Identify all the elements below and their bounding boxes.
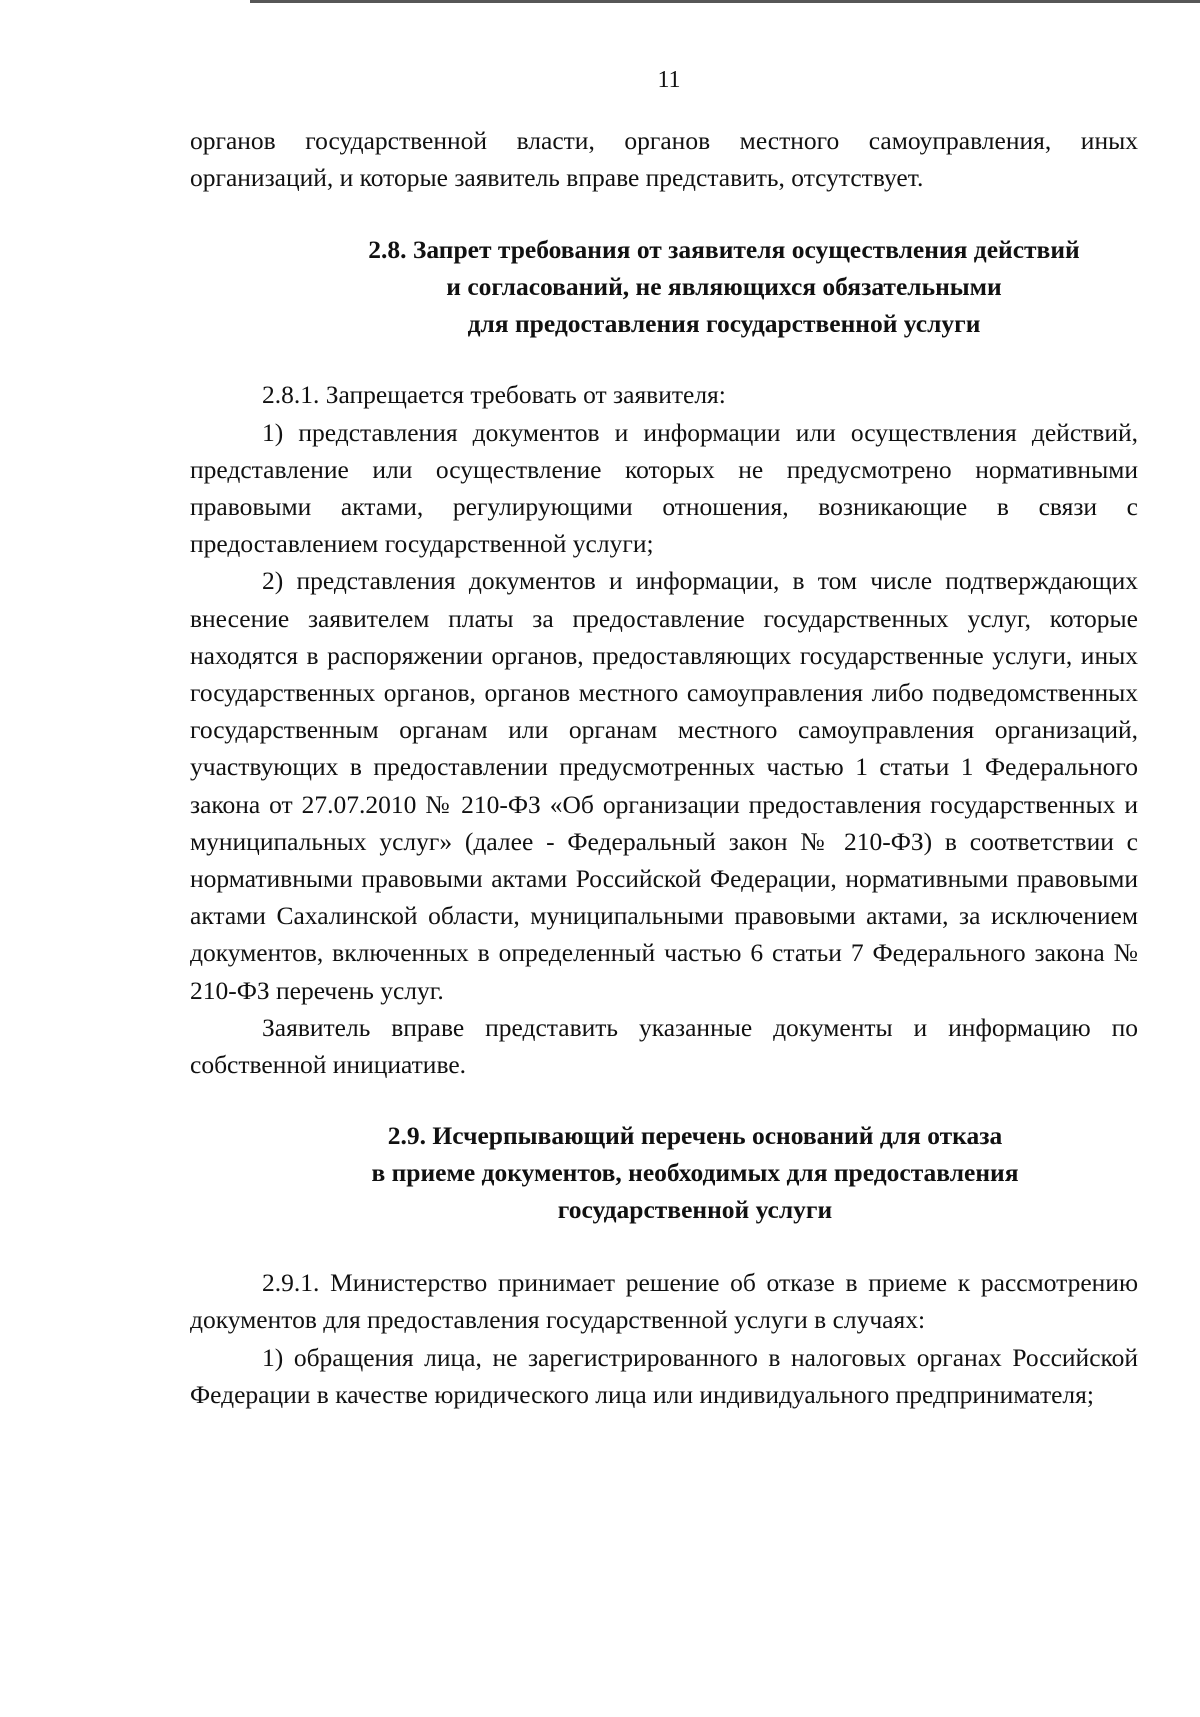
- section-2-9-heading: [190, 1117, 1138, 1228]
- paragraph-item-1: 1) представления документов и информации или осуществления действий, представление или осуществление которых не предусмотрено нормативными правовыми актами, регулирующими отношения, возникающие в связи с предоставлением государственной услуги;: [190, 417, 1138, 559]
- page-number: 11: [657, 67, 681, 93]
- scan-edge: [250, 0, 1200, 3]
- document-body: [190, 122, 1138, 1413]
- paragraph-refusal-item-1: 1) обращения лица, не зарегистрированного в налоговых органах Российской Федерации в качестве юридического лица или индивидуального предпринимателя;: [190, 1342, 1138, 1409]
- heading-line: 2.8. Запрет требования от заявителя осуществления действий: [368, 235, 1080, 265]
- heading-line: для предоставления государственной услуги: [467, 309, 981, 339]
- heading-line: государственной услуги: [557, 1195, 833, 1225]
- heading-line: 2.9. Исчерпывающий перечень оснований для отказа: [387, 1121, 1003, 1151]
- paragraph-applicant-right: Заявитель вправе представить указанные документы и информацию по собственной инициативе.: [190, 1012, 1138, 1080]
- section-2-8-heading: [190, 231, 1138, 342]
- intro-paragraph: органов государственной власти, органов местного самоуправления, иных организаций, и которые заявитель вправе представить, отсутствует.: [190, 126, 1138, 193]
- paragraph-2-9-1: 2.9.1. Министерство принимает решение об отказе в приеме к рассмотрению документов для предоставления государственной услуги в случаях:: [190, 1268, 1138, 1335]
- heading-line: в приеме документов, необходимых для предоставления: [371, 1158, 1019, 1188]
- heading-line: и согласований, не являющихся обязательными: [446, 272, 1002, 302]
- paragraph-item-2: 2) представления документов и информации, в том числе подтверждающих внесение заявителем платы за предоставление государственных услуг, которые находятся в распоряжении органов, предоставляющих государственные услуги, иных государственных органов, органов местного самоуправления либо подведомственных государственным органам или органам местного самоуправления организаций, участвующих в предоставлении предусмотренных частью 1 статьи 1 Федерального закона от 27.07.2010 № 210-ФЗ «Об организации предоставления государственных и муниципальных услуг» (далее - Федеральный закон № 210-ФЗ) в соответствии с нормативными правовыми актами Российской Федерации, нормативными правовыми актами Сахалинской области, муниципальными правовыми актами, за исключением документов, включенных в определенный частью 6 статьи 7 Федерального закона № 210-ФЗ перечень услуг.: [190, 566, 1138, 1005]
- paragraph-2-8-1: 2.8.1. Запрещается требовать от заявителя:: [262, 380, 726, 410]
